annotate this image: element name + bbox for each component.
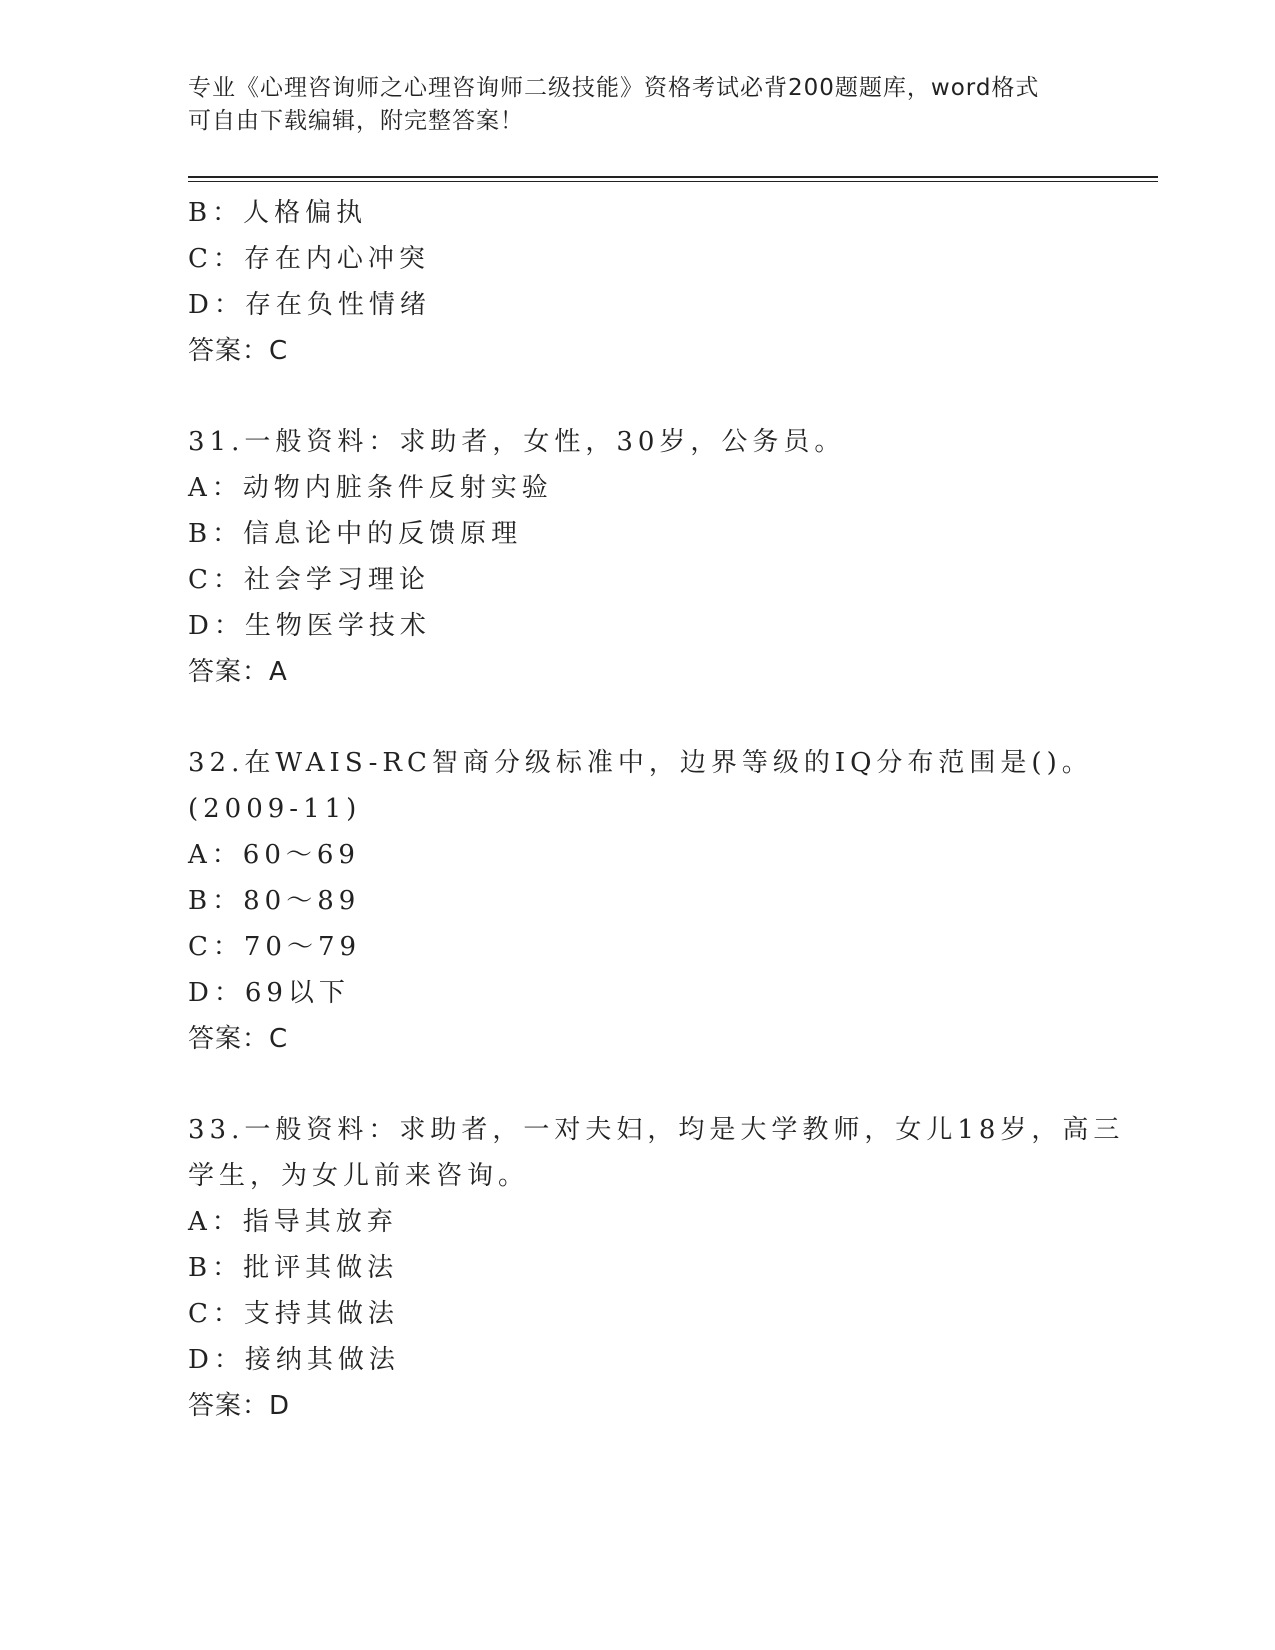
question-stem-continued: 学生，为女儿前来咨询。 bbox=[188, 1161, 530, 1191]
question-stem: 33.一般资料：求助者，一对夫妇，均是大学教师，女儿18岁，高三 bbox=[188, 1115, 1125, 1145]
answer: 答案：A bbox=[188, 657, 288, 687]
option-b: B：批评其做法 bbox=[188, 1253, 399, 1283]
option-d: D：生物医学技术 bbox=[188, 611, 431, 641]
document-header bbox=[188, 72, 1088, 138]
header-line-2: 可自由下载编辑，附完整答案！ bbox=[188, 108, 524, 134]
option-d: D：存在负性情绪 bbox=[188, 290, 431, 320]
question-stem: 32.在WAIS-RC智商分级标准中，边界等级的IQ分布范围是()。 bbox=[188, 748, 1093, 778]
option-c: C：70～79 bbox=[188, 932, 362, 962]
answer: 答案：C bbox=[188, 336, 289, 366]
option-c: C：社会学习理论 bbox=[188, 565, 430, 595]
question-32 bbox=[188, 740, 1093, 1062]
answer: 答案：C bbox=[188, 1024, 289, 1054]
option-b: B：信息论中的反馈原理 bbox=[188, 519, 523, 549]
header-divider bbox=[188, 176, 1158, 178]
option-c: C：支持其做法 bbox=[188, 1299, 399, 1329]
option-d: D：69以下 bbox=[188, 978, 350, 1008]
question-31 bbox=[188, 419, 1088, 695]
question-list bbox=[188, 190, 1125, 1429]
option-c: C：存在内心冲突 bbox=[188, 244, 430, 274]
option-a: A：动物内脏条件反射实验 bbox=[188, 473, 553, 503]
question-continued bbox=[188, 190, 1088, 374]
question-33 bbox=[188, 1107, 1125, 1429]
question-stem: 31.一般资料：求助者，女性，30岁，公务员。 bbox=[188, 427, 846, 457]
option-d: D：接纳其做法 bbox=[188, 1345, 400, 1375]
answer: 答案：D bbox=[188, 1391, 291, 1421]
option-a: A：60～69 bbox=[188, 840, 360, 870]
option-a: A：指导其放弃 bbox=[188, 1207, 398, 1237]
question-stem-continued: (2009-11) bbox=[188, 794, 362, 824]
option-b: B：人格偏执 bbox=[188, 198, 368, 228]
header-divider-thin bbox=[188, 181, 1158, 182]
header-line-1: 专业《心理咨询师之心理咨询师二级技能》资格考试必背200题题库，word格式 bbox=[188, 75, 1040, 101]
option-b: B：80～89 bbox=[188, 886, 361, 916]
